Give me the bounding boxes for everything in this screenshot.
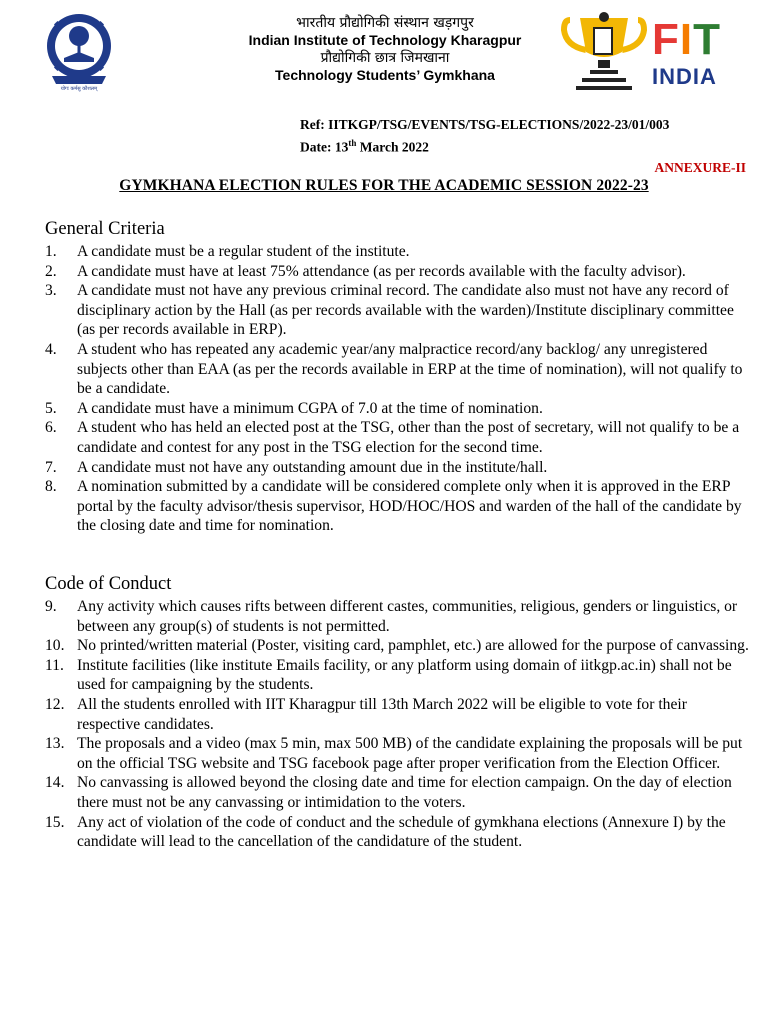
rule-item [45, 281, 750, 340]
letterhead [220, 14, 550, 84]
ref-date: Date: 13th March 2022 [300, 138, 429, 155]
rule-number: 10. [45, 637, 65, 655]
rule-item [45, 477, 750, 536]
rule-number: 2. [45, 262, 57, 280]
rule-item [45, 242, 750, 262]
rule-item [45, 418, 750, 457]
rule-text: No printed/written material (Poster, visiting card, pamphlet, etc.) are allowed for the purpose of canvassing. [77, 637, 749, 655]
rule-number: 1. [45, 243, 57, 260]
rule-number: 6. [45, 419, 57, 437]
rule-number: 12. [45, 695, 65, 713]
rule-text: A nomination submitted by a candidate will be considered complete only when it is approved in the ERP portal by the faculty advisor/thesis supervisor, HOD/HOC/HOS and warden of the hall of the candidate by the closing date and time for nomination. [77, 478, 742, 535]
rule-text: All the students enrolled with IIT Kharagpur till 13th March 2022 will be eligible to vote for their respective candidates. [77, 695, 687, 733]
iit-motto: योगः कर्मसु कौशलम् [60, 86, 98, 92]
institute-name: Indian Institute of Technology Kharagpur [248, 32, 522, 48]
rule-text: Any act of violation of the code of conduct and the schedule of gymkhana elections (Annexure I) by the candidate will lead to the cancellation of the candidature of the student. [77, 813, 726, 851]
rule-item [45, 262, 750, 282]
rule-item [45, 695, 750, 734]
iit-kgp-logo [44, 12, 114, 92]
rule-item [45, 773, 750, 812]
rule-number: 5. [45, 399, 57, 417]
rule-item [45, 636, 750, 656]
gymkhana-name: Technology Students’ Gymkhana [275, 67, 495, 83]
rule-number: 11. [45, 656, 64, 674]
rule-text: A student who has held an elected post at the TSG, other than the post of secretary, will not qualify to be a candidate and contest for any post in the TSG election for the second time. [77, 419, 740, 456]
reference-block [300, 116, 669, 157]
rule-number: 15. [45, 813, 65, 831]
rule-item [45, 656, 750, 695]
rule-item [45, 340, 750, 399]
rule-text: The proposals and a video (max 5 min, max 500 MB) of the candidate explaining the proposals will be put on the official TSG website and TSG facebook page after proper verification from the Election Officer. [77, 735, 743, 772]
institute-hindi: भारतीय प्रौद्योगिकी संस्थान खड़गपुर [296, 15, 474, 31]
rule-text: A candidate must not have any previous criminal record. The candidate also must not have any record of disciplinary action by the Hall (as per records available with the warden)/Institute disciplinary committee (as per records available in ERP). [77, 282, 734, 339]
ref-number: Ref: IITKGP/TSG/EVENTS/TSG-ELECTIONS/2022-23/01/003 [300, 117, 670, 132]
rule-number: 14. [45, 774, 65, 792]
rule-text: Any activity which causes rifts between different castes, communities, religious, genders or linguistics, or between any group(s) of students is not permitted. [77, 598, 738, 635]
rule-text: No canvassing is allowed beyond the closing date and time for election campaign. On the day of election there must not be any canvassing or intimidation to the voters. [77, 774, 732, 811]
fit-india-text: INDIA [652, 64, 717, 89]
rule-text: A candidate must have a minimum CGPA of 7.0 at the time of nomination. [77, 399, 543, 417]
rule-number: 7. [45, 458, 57, 476]
rule-text: A candidate must have at least 75% attendance (as per records available with the faculty advisor). [77, 262, 686, 280]
annexure-label: ANNEXURE-II [654, 160, 746, 175]
rule-number: 3. [45, 282, 57, 300]
rule-number: 4. [45, 340, 57, 358]
code-of-conduct-list [45, 597, 750, 852]
rule-number: 8. [45, 478, 57, 496]
fit-logo-text: FIT [652, 15, 722, 64]
rule-item [45, 399, 750, 419]
rule-item [45, 458, 750, 478]
rule-number: 9. [45, 598, 57, 615]
general-criteria-heading: General Criteria [45, 219, 165, 239]
rule-text: A candidate must be a regular student of the institute. [77, 243, 410, 260]
rule-text: Institute facilities (like institute Emails facility, or any platform using domain of iitkgp.ac.in) shall not be used for campaigning by the students. [77, 656, 732, 694]
document-title: GYMKHANA ELECTION RULES FOR THE ACADEMIC SESSION 2022-23 [119, 177, 649, 194]
rule-item [45, 734, 750, 773]
rule-item [45, 597, 750, 636]
code-of-conduct-heading: Code of Conduct [45, 574, 172, 594]
gymkhana-hindi: प्रौद्योगिकी छात्र जिमखाना [320, 50, 450, 66]
rule-text: A candidate must not have any outstanding amount due in the institute/hall. [77, 458, 548, 476]
rule-text: A student who has repeated any academic year/any malpractice record/any backlog/ any unregistered subjects other than EAA (as per the records available in ERP at the time of nomination), will not qualify to be a candidate. [77, 340, 743, 398]
rule-number: 13. [45, 735, 65, 753]
general-criteria-list [45, 242, 750, 536]
rule-item [45, 813, 750, 852]
